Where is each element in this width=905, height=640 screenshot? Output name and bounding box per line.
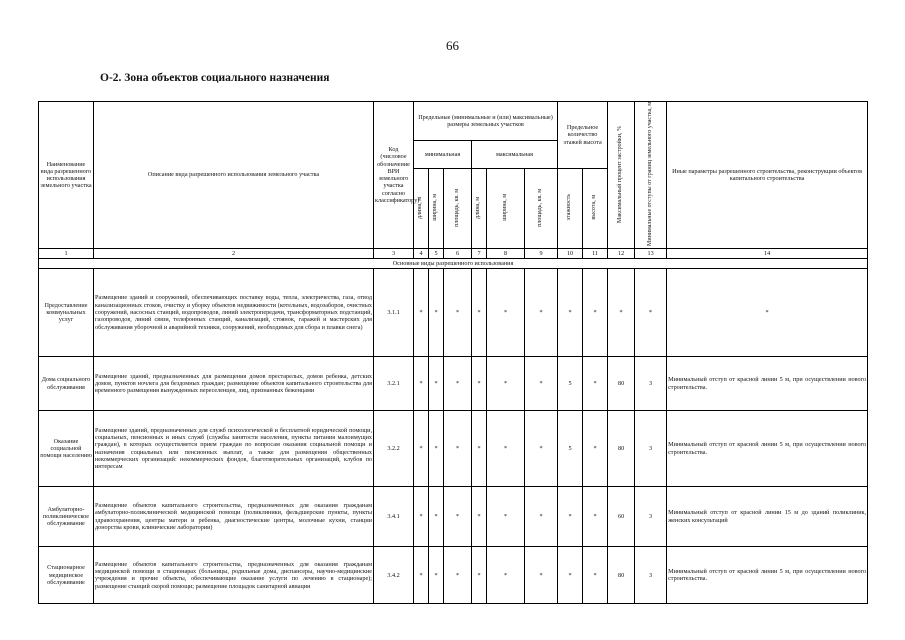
row-value: * — [487, 269, 525, 357]
header-max-length: длина, м — [472, 169, 487, 249]
zone-table — [38, 101, 868, 604]
header-description: Описание вида разрешенного использования земельного участка — [94, 102, 374, 249]
column-number: 4 — [414, 249, 429, 259]
table-row — [39, 411, 868, 487]
row-value: * — [429, 269, 444, 357]
row-other-params: Минимальный отступ от красной линии 5 м, при осуществлении нового строительства. — [667, 547, 868, 604]
row-value: * — [444, 487, 472, 547]
row-type-name: Дома социального обслуживания — [39, 357, 94, 411]
row-value: * — [525, 487, 558, 547]
column-number: 13 — [635, 249, 667, 259]
row-other-params: * — [667, 269, 868, 357]
row-value: * — [444, 547, 472, 604]
row-value: * — [525, 357, 558, 411]
section-row — [39, 259, 868, 269]
row-value: * — [525, 269, 558, 357]
header-min: минимальная — [414, 140, 472, 168]
row-code: 3.1.1 — [374, 269, 414, 357]
row-value: 3 — [635, 487, 667, 547]
row-value: * — [472, 547, 487, 604]
row-value: 5 — [558, 357, 583, 411]
row-value: 60 — [608, 487, 635, 547]
row-code: 3.4.1 — [374, 487, 414, 547]
column-number: 1 — [39, 249, 94, 259]
row-description: Размещение зданий, предназначенных для размещения домов престарелых, домов ребенка, детских домов, пунктов ночлега для бездомных граждан; размещение объектов капитального строительства для временного размещения вынужденных переселенцев, лиц, признанных беженцами — [94, 357, 374, 411]
table-row — [39, 487, 868, 547]
header-setback: Минимальные отступы от границ земельного участка, м — [635, 102, 667, 249]
page-number: 66 — [446, 38, 459, 53]
row-value: * — [472, 411, 487, 487]
row-value: * — [583, 547, 608, 604]
row-value: * — [487, 357, 525, 411]
row-type-name: Амбулаторно-поликлиническое обслуживание — [39, 487, 94, 547]
column-number: 11 — [583, 249, 608, 259]
section-title: О-2. Зона объектов социального назначения — [100, 72, 330, 84]
column-number: 2 — [94, 249, 374, 259]
column-number: 12 — [608, 249, 635, 259]
row-type-name: Стационарное медицинское обслуживание — [39, 547, 94, 604]
row-description: Размещение объектов капитального строительства, предназначенных для оказания гражданам амбулаторно-поликлинической медицинской помощи (поликлиники, фельдшерские пункты, пункты здравоохранения, центры матери и ребенка, диагностические центры, молочные кухни, станции донорства крови, клинические лаборатории) — [94, 487, 374, 547]
row-value: 5 — [558, 411, 583, 487]
column-number: 8 — [487, 249, 525, 259]
header-height-limit: Предельное количество этажей высота — [558, 102, 608, 169]
header-height: высота, м — [583, 169, 608, 249]
row-value: * — [583, 357, 608, 411]
row-value: * — [525, 547, 558, 604]
header-min-width: ширина, м — [429, 169, 444, 249]
column-number: 3 — [374, 249, 414, 259]
row-other-params: Минимальный отступ от красной линии 15 м до зданий поликлиник, женских консультаций — [667, 487, 868, 547]
row-value: * — [429, 357, 444, 411]
row-value: * — [558, 547, 583, 604]
row-value: * — [472, 357, 487, 411]
row-value: * — [558, 269, 583, 357]
row-value: * — [444, 411, 472, 487]
table-row — [39, 269, 868, 357]
row-value: * — [525, 411, 558, 487]
row-value: 80 — [608, 411, 635, 487]
row-value: * — [414, 547, 429, 604]
header-floors: этажность — [558, 169, 583, 249]
column-number-row — [39, 249, 868, 259]
row-value: * — [583, 487, 608, 547]
row-value: 80 — [608, 357, 635, 411]
row-value: * — [487, 487, 525, 547]
row-value: * — [472, 269, 487, 357]
header-max-area: площадь, кв. м — [525, 169, 558, 249]
header-type-name: Наименование вида разрешенного использования земельного участка — [39, 102, 94, 249]
row-value: 3 — [635, 547, 667, 604]
header-limits: Предельные (минимальные и (или) максимальные) размеры земельных участков — [414, 102, 558, 141]
header-min-area: площадь, кв. м — [444, 169, 472, 249]
column-number: 5 — [429, 249, 444, 259]
row-value: * — [472, 487, 487, 547]
row-description: Размещение объектов капитального строительства, предназначенных для оказания гражданам медицинской помощи в стационарах (больницы, родильные дома, диспансеры, научно-медицинские учреждения и прочие объекты, обеспечивающие оказание услуги по лечению в стационаре); размещение станций скорой помощи; размещение площадок санитарной авиации — [94, 547, 374, 604]
row-type-name: Оказание социальной помощи населению — [39, 411, 94, 487]
column-number: 6 — [444, 249, 472, 259]
header-code: Код (числовое обозначение ВРИ земельного участка согласно классификатору) — [374, 102, 414, 249]
row-value: * — [414, 357, 429, 411]
table-row — [39, 547, 868, 604]
row-code: 3.2.1 — [374, 357, 414, 411]
row-value: * — [583, 269, 608, 357]
section-label: Основные виды разрешенного использования — [39, 259, 868, 269]
row-other-params: Минимальный отступ от красной линии 5 м, при осуществлении нового строительства. — [667, 411, 868, 487]
row-value: 3 — [635, 357, 667, 411]
row-value: * — [429, 411, 444, 487]
column-number: 10 — [558, 249, 583, 259]
row-value: * — [608, 269, 635, 357]
column-number: 7 — [472, 249, 487, 259]
row-value: * — [558, 487, 583, 547]
row-value: * — [487, 411, 525, 487]
header-other: Иные параметры разрешенного строительства, реконструкции объектов капитального строительства — [667, 102, 868, 249]
row-value: * — [444, 357, 472, 411]
column-number: 14 — [667, 249, 868, 259]
row-code: 3.4.2 — [374, 547, 414, 604]
header-max: максимальная — [472, 140, 558, 168]
header-max-width: ширина, м — [487, 169, 525, 249]
row-description: Размещение зданий и сооружений, обеспечивающих поставку воды, тепла, электричества, газа, отвод канализационных стоков, очистку и уборку объектов недвижимости (котельных, водозаборов, очистных сооружений, насосных станций, водопроводов, линий электропередачи, трансформаторных подстанций, газопроводов, линий связи, телефонных станций, канализаций, стоянок, гаражей и мастерских для обслуживания уборочной и аварийной техники, сооружений, необходимых для сбора и плавки снега) — [94, 269, 374, 357]
row-value: * — [429, 487, 444, 547]
table-row — [39, 357, 868, 411]
row-code: 3.2.2 — [374, 411, 414, 487]
row-value: * — [429, 547, 444, 604]
row-value: * — [414, 411, 429, 487]
row-value: * — [414, 269, 429, 357]
row-value: * — [487, 547, 525, 604]
header-min-length: длина, м — [414, 169, 429, 249]
column-number: 9 — [525, 249, 558, 259]
row-value: 80 — [608, 547, 635, 604]
row-type-name: Предоставление коммунальных услуг — [39, 269, 94, 357]
row-value: 3 — [635, 411, 667, 487]
header-coverage: Максимальный процент застройки, % — [608, 102, 635, 249]
row-description: Размещение зданий, предназначенных для служб психологической и бесплатной юридической помощи, социальных, пенсионных и иных служб (службы занятости населения, пункты питания малоимущих граждан), в которых осуществляется прием граждан по вопросам оказания социальной помощи и назначения социальных или пенсионных выплат, а также для размещения общественных некоммерческих организаций: некоммерческих фондов, благотворительных организаций, клубов по интересам — [94, 411, 374, 487]
row-value: * — [444, 269, 472, 357]
row-value: * — [635, 269, 667, 357]
row-value: * — [414, 487, 429, 547]
row-value: * — [583, 411, 608, 487]
row-other-params: Минимальный отступ от красной линии 5 м, при осуществлении нового строительства. — [667, 357, 868, 411]
